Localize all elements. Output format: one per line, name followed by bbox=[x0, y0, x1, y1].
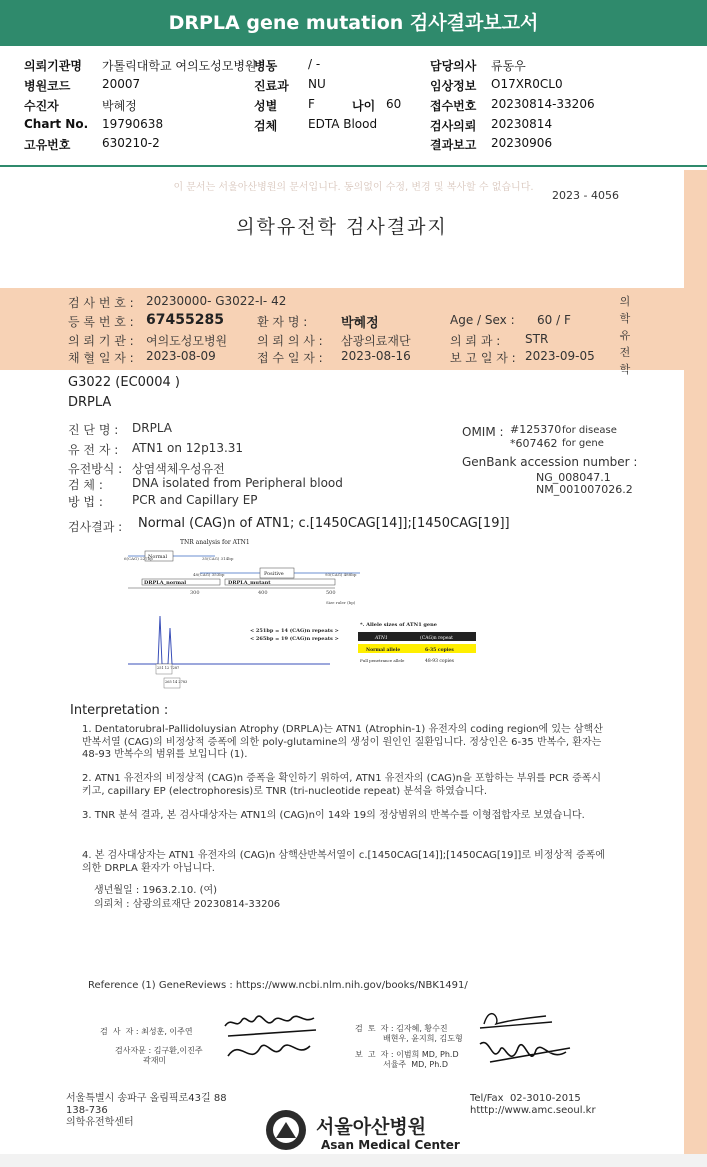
test-name: DRPLA bbox=[68, 395, 112, 410]
peak-note-1: < 251bp = 14 (CAG)n repeats > bbox=[250, 628, 339, 634]
ann-93: 93(CAG) 488bp bbox=[325, 572, 357, 577]
requesting-doctor: 삼광의료재단 bbox=[341, 334, 411, 348]
positive-box-label: Positive bbox=[264, 571, 284, 577]
gene: ATN1 on 12p13.31 bbox=[132, 441, 244, 455]
allele-head-2: (CAG)n repeat bbox=[420, 636, 453, 641]
reference: Reference (1) GeneReviews : https://www.ncbi.nlm.nih.gov/books/NBK1491/ bbox=[88, 980, 468, 991]
omim-disease-text: for disease bbox=[562, 425, 617, 436]
hdr-value: 20230814 bbox=[491, 117, 553, 131]
receive-date: 2023-08-16 bbox=[341, 349, 411, 363]
copy-notice: 이 문서는 서울아산병원의 문서입니다. 동의없이 수정, 변경 및 복사할 수 없습니다. bbox=[173, 182, 534, 193]
tick-500: 500 bbox=[326, 590, 336, 596]
result-label: 검사결과 : bbox=[68, 520, 123, 534]
hospital-name-kr: 서울아산병원 bbox=[316, 1116, 427, 1138]
vertical-dept-label bbox=[618, 295, 632, 377]
peak-label-2: 265 14 2783 bbox=[165, 680, 188, 684]
patient-name: 박혜정 bbox=[341, 316, 379, 331]
reviewer: 검 토 자 : 김자혜, 황수진 배현우, 윤지희, 김도형 bbox=[355, 1024, 463, 1043]
asan-logo-icon bbox=[264, 1108, 308, 1152]
genbank-nm: NM_001007026.2 bbox=[536, 483, 633, 496]
normal-box-label: Normal bbox=[148, 554, 168, 560]
interpretation-title: Interpretation : bbox=[70, 703, 169, 718]
hdr-key: 담당의사 bbox=[430, 59, 477, 73]
hdr-key: 성별 bbox=[254, 99, 278, 113]
header-divider bbox=[0, 165, 707, 167]
document-number: 2023 - 4056 bbox=[552, 189, 619, 202]
hdr-key: 병동 bbox=[254, 59, 278, 73]
hdr-value: 19790638 bbox=[102, 117, 164, 131]
hdr-value: 20007 bbox=[102, 77, 141, 91]
address: 서울특별시 송파구 올림픽로43길 88 138-736 의학유전학센터 bbox=[66, 1093, 227, 1128]
asan-logo bbox=[264, 1108, 308, 1152]
hdr-key: 임상정보 bbox=[430, 79, 477, 93]
info-label: 의 뢰 과 : bbox=[450, 334, 501, 348]
allele-full-label: Full penetrance allele bbox=[360, 658, 405, 663]
hdr-key: 병원코드 bbox=[24, 79, 71, 93]
birth-date: 생년월일 : 1963.2.10. (여) bbox=[94, 885, 218, 896]
hdr-key: Chart No. bbox=[24, 117, 89, 131]
hdr-value: 가톨릭대학교 여의도성모병원 bbox=[102, 59, 257, 73]
hdr-value: 20230906 bbox=[491, 136, 553, 150]
advisor: 검사자문 : 김구환,이진주 곽재미 bbox=[115, 1046, 203, 1065]
specimen: DNA isolated from Peripheral blood bbox=[132, 476, 343, 490]
report-title: DRPLA gene mutation 검사결과보고서 bbox=[168, 12, 539, 34]
vertical-char: 학 bbox=[619, 363, 631, 376]
detail-key: 유전방식 : bbox=[68, 462, 123, 476]
vertical-char: 의 bbox=[619, 295, 631, 308]
figure-caption: TNR analysis for ATN1 bbox=[180, 539, 250, 546]
allele-normal-label: Normal allele bbox=[366, 648, 401, 653]
vertical-char: 학 bbox=[619, 312, 631, 325]
hdr-value: O17XR0CL0 bbox=[491, 77, 563, 91]
hdr-key: 결과보고 bbox=[430, 138, 477, 152]
hdr-value: 630210-2 bbox=[102, 136, 160, 150]
peak-note-2: < 265bp = 19 (CAG)n repeats > bbox=[250, 636, 339, 642]
hdr-key: 접수번호 bbox=[430, 99, 477, 113]
info-label: 등 록 번 호 : bbox=[68, 315, 134, 329]
referrer: 의뢰처 : 삼광의료재단 20230814-33206 bbox=[94, 899, 281, 910]
hdr-value: NU bbox=[308, 77, 326, 91]
interpretation-item-1: 1. Dentatorubral-Pallidoluysian Atrophy (DRPLA)는 ATN1 (Atrophin-1) 유전자의 coding region에 있는 삼핵산반복서열 (CAG)의 비정상적 증폭에 의한 poly-glutamine의 생성이 원인인 질환입니다. 정상인은 6-35 반복수, 환자는 48-93 반복수의 범위를 보입니다 (1). bbox=[82, 724, 603, 760]
hdr-value: / - bbox=[308, 57, 321, 71]
info-label: 의 뢰 기 관 : bbox=[68, 334, 134, 348]
document-title: 의학유전학 검사결과지 bbox=[236, 216, 448, 238]
interpretation-item-3: 3. TNR 분석 결과, 본 검사대상자는 ATN1의 (CAG)n이 14와 19의 정상범위의 반복수를 이형접합자로 보였습니다. bbox=[82, 810, 585, 821]
hdr-key: 진료과 bbox=[254, 79, 289, 93]
detail-key: 유 전 자 : bbox=[68, 443, 119, 457]
hdr-key: 나이 bbox=[352, 99, 376, 113]
hospital-name-en: Asan Medical Center bbox=[321, 1138, 460, 1152]
page-bottom-strip bbox=[0, 1154, 707, 1167]
allele-head-1: ATN1 bbox=[375, 636, 388, 641]
info-label: 검 사 번 호 : bbox=[68, 296, 134, 310]
hdr-value: 류동우 bbox=[491, 59, 526, 73]
diagnosis: DRPLA bbox=[132, 421, 172, 435]
info-label: 접 수 일 자 : bbox=[257, 351, 323, 365]
requesting-dept: STR bbox=[525, 332, 549, 346]
allele-table-title: *. Allele sizes of ATN1 gene bbox=[360, 622, 437, 628]
detail-key: 방 법 : bbox=[68, 495, 103, 509]
vertical-char: 유 bbox=[619, 329, 631, 342]
tnr-analysis-figure bbox=[120, 536, 500, 696]
genbank-label: GenBank accession number : bbox=[462, 455, 638, 469]
drpla-normal-label: DRPLA_normal bbox=[144, 580, 187, 586]
hdr-key: 고유번호 bbox=[24, 138, 71, 152]
info-label: 의 뢰 의 사 : bbox=[257, 334, 323, 348]
signature-examiner bbox=[220, 1008, 330, 1070]
exam-number: 20230000- G3022-I- 42 bbox=[146, 294, 287, 308]
scan-edge-strip bbox=[684, 170, 707, 1155]
hdr-value: 박혜정 bbox=[102, 99, 137, 113]
ann-48: 48(CAG) 353bp bbox=[193, 572, 225, 577]
report-banner bbox=[0, 0, 707, 46]
age-sex: 60 / F bbox=[537, 313, 571, 327]
hdr-value: F bbox=[308, 97, 315, 111]
omim-gene-id: *607462 bbox=[510, 437, 558, 450]
info-label: 보 고 일 자 : bbox=[450, 351, 516, 365]
report-date: 2023-09-05 bbox=[525, 349, 595, 363]
ann-35: 35(CAG) 314bp bbox=[202, 556, 234, 561]
contact: Tel/Fax 02-3010-2015 htttp://www.amc.seoul.kr bbox=[470, 1093, 596, 1116]
signature-reviewer bbox=[470, 1000, 580, 1080]
hdr-key: 검사의뢰 bbox=[430, 119, 477, 133]
omim-label: OMIM : bbox=[462, 425, 504, 439]
ann-left: 6(CAG) 227bp bbox=[124, 556, 153, 561]
hdr-value: EDTA Blood bbox=[308, 117, 378, 131]
hdr-key: 수진자 bbox=[24, 99, 59, 113]
info-label: 환 자 명 : bbox=[257, 315, 308, 329]
reporter: 보 고 자 : 이범희 MD, Ph.D 서율주 MD, Ph.D bbox=[355, 1050, 459, 1069]
info-label: Age / Sex : bbox=[450, 313, 515, 327]
hdr-value: 60 bbox=[386, 97, 402, 111]
detail-key: 진 단 명 : bbox=[68, 423, 119, 437]
hdr-value: 20230814-33206 bbox=[491, 97, 595, 111]
examiner: 검 사 자 : 최성훈, 이주연 bbox=[100, 1027, 193, 1036]
method: PCR and Capillary EP bbox=[132, 493, 258, 507]
interpretation-item-2: 2. ATN1 유전자의 비정상적 (CAG)n 증폭을 확인하기 위하여, ATN1 유전자의 (CAG)n을 포함하는 부위를 PCR 증폭시키고, capillary EP (electrophoresis)로 TNR (tri-nucleotide repeat) 분석을 하였습니다. bbox=[82, 773, 602, 797]
info-label: 채 혈 일 자 : bbox=[68, 351, 134, 365]
tick-300: 300 bbox=[190, 590, 200, 596]
allele-normal-value: 6-35 copies bbox=[425, 648, 454, 653]
omim-gene-text: for gene bbox=[562, 438, 604, 449]
vertical-char: 전 bbox=[619, 346, 631, 359]
interpretation-item-4: 4. 본 검사대상자는 ATN1 유전자의 (CAG)n 삼핵산반복서열이 c.[1450CAG[14]];[1450CAG[19]]로 비정상적 증폭에 의한 DRPLA 환자가 아닙니다. bbox=[82, 850, 605, 874]
tick-400: 400 bbox=[258, 590, 268, 596]
hdr-key: 의뢰기관명 bbox=[24, 59, 82, 73]
omim-disease-id: #125370 bbox=[510, 423, 562, 436]
inheritance: 상염색체우성유전 bbox=[132, 462, 225, 476]
genbank-ng: NG_008047.1 bbox=[536, 471, 611, 484]
requesting-org: 여의도성모병원 bbox=[146, 334, 228, 348]
registration-number: 67455285 bbox=[146, 312, 224, 328]
hdr-key: 검체 bbox=[254, 119, 278, 133]
test-result: Normal (CAG)n of ATN1; c.[1450CAG[14]];[1450CAG[19]] bbox=[138, 516, 510, 531]
allele-full-value: 48-93 copies bbox=[425, 659, 454, 664]
drpla-mutant-label: DRPLA_mutant bbox=[228, 580, 271, 586]
tnr-figure-svg bbox=[120, 536, 500, 696]
peak-label-1: 251 12 7287 bbox=[157, 666, 180, 670]
detail-key: 검 체 : bbox=[68, 478, 103, 492]
test-code: G3022 (EC0004 ) bbox=[68, 375, 180, 390]
collection-date: 2023-08-09 bbox=[146, 349, 216, 363]
size-ruler-label: Size ruler (bp) bbox=[326, 600, 356, 605]
